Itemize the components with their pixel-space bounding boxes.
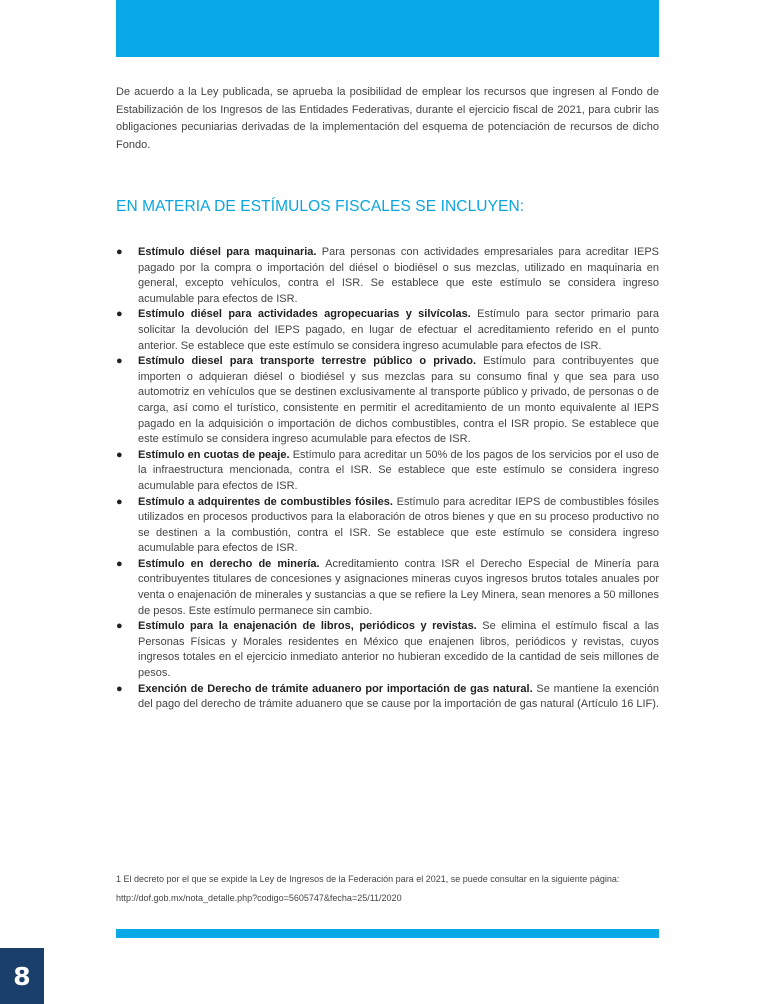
item-title: Exención de Derecho de trámite aduanero por importación de gas natural. xyxy=(138,682,533,695)
item-text: Acreditamiento contra ISR el Derecho Especial de Minería para contribuyentes titulares de concesiones y asignaciones mineras cuyos ingresos brutos totales anuales por venta o enajenación de minerales y sustancias a que se refiere la Ley Minera, sean menores a 50 millones de pesos. Este estímulo permanece sin cambio. xyxy=(138,557,660,617)
item-title: Estímulo en derecho de minería. xyxy=(138,557,320,570)
list-item xyxy=(116,619,659,681)
list-item xyxy=(116,354,659,448)
item-text: Estímulo para acreditar IEPS de combustibles fósiles utilizados en procesos productivos para la elaboración de otros bienes y que en su proceso productivo no se destinen a la combustión, contra el ISR. Se establece que este estímulo se considera ingreso acumulable para efectos de ISR. xyxy=(138,495,659,555)
bullet-icon: ● xyxy=(116,448,123,461)
footer-accent-bar xyxy=(116,929,659,938)
stimulus-list xyxy=(116,245,659,713)
footnote: 1 El decreto por el que se expide la Ley de Ingresos de la Federación para el 2021, se puede consultar en la siguiente página: http://dof.gob.mx/nota_detalle.php?codigo=5605747&fecha=25/11/2020 xyxy=(116,874,620,903)
list-item xyxy=(116,245,659,307)
item-text: Estímulo para acreditar un 50% de los pagos de los servicios por el uso de la infraestructura mencionada, contra el ISR. Se establece que este estímulo se considera ingreso acumulable para efectos de ISR. xyxy=(138,448,659,492)
list-item xyxy=(116,448,659,495)
list-item xyxy=(116,307,659,354)
item-text: Estímulo para sector primario para solicitar la devolución del IEPS pagado, en lugar de efectuar el acreditamiento referido en el punto anterior. Se establece que este estímulo se considera ingreso acumulable para efectos de ISR. xyxy=(138,308,659,352)
section-heading: EN MATERIA DE ESTÍMULOS FISCALES SE INCLUYEN: xyxy=(116,198,525,215)
item-text: Estímulo para contribuyentes que importen o adquieran diésel o biodiésel y sus mezclas para su consumo final y que sea para uso automotriz en vehículos que se destinen exclusivamente al transporte público y privado, de personas o de carga, así como el turístico, consistente en permitir el acreditamiento de un monto equivalente al IEPS pagado en la adquisición o importación de dichos combustibles, contra el ISR propio. Se establece que este estímulo se considera ingreso acumulable para efectos de ISR. xyxy=(138,355,659,446)
list-item xyxy=(116,682,659,713)
bullet-icon: ● xyxy=(116,355,123,368)
bullet-icon: ● xyxy=(116,682,123,695)
bullet-icon: ● xyxy=(116,620,123,633)
item-text: Se elimina el estímulo fiscal a las Personas Físicas y Morales residentes en México que enajenen libros, periódicos y revistas, cuyos ingresos totales en el ejercicio inmediato anterior no hubieran excedido de la cantidad de seis millones de pesos. xyxy=(138,620,659,680)
bullet-icon: ● xyxy=(116,246,123,258)
item-text: Para personas con actividades empresariales para acreditar IEPS pagado por la compra o importación del diésel o biodiésel o sus mezclas, utilizado en maquinaria en general, excepto vehículos, contra el ISR. Se establece que este estímulo se considera ingreso acumulable para efectos de ISR. xyxy=(138,246,660,305)
header-accent-bar xyxy=(116,0,659,57)
bullet-icon: ● xyxy=(116,557,123,570)
item-title: Estímulo a adquirentes de combustibles fósiles. xyxy=(138,495,393,508)
item-text: Se mantiene la exención del pago del derecho de trámite aduanero que se cause por la importación de gas natural (Artículo 16 LIF). xyxy=(138,682,659,711)
item-title: Estímulo diesel para transporte terrestre público o privado. xyxy=(138,355,477,368)
bullet-icon: ● xyxy=(116,308,123,321)
list-item xyxy=(116,557,659,619)
list-item xyxy=(116,495,659,557)
page-number-badge: 8 xyxy=(0,948,44,1004)
intro-paragraph: De acuerdo a la Ley publicada, se aprueba la posibilidad de emplear los recursos que ingresen al Fondo de Estabilización de los Ingresos de las Entidades Federativas, durante el ejercicio fiscal de 2021, para cubrir las obligaciones pecuniarias derivadas de la implementación del esquema de potenciación de recursos de dicho Fondo. xyxy=(116,86,659,151)
item-title: Estímulo diésel para actividades agropecuarias y silvícolas. xyxy=(138,308,471,321)
item-title: Estímulo para la enajenación de libros, periódicos y revistas. xyxy=(138,620,477,633)
item-title: Estímulo en cuotas de peaje. xyxy=(138,448,290,461)
bullet-icon: ● xyxy=(116,495,123,508)
item-title: Estímulo diésel para maquinaria. xyxy=(138,246,317,258)
